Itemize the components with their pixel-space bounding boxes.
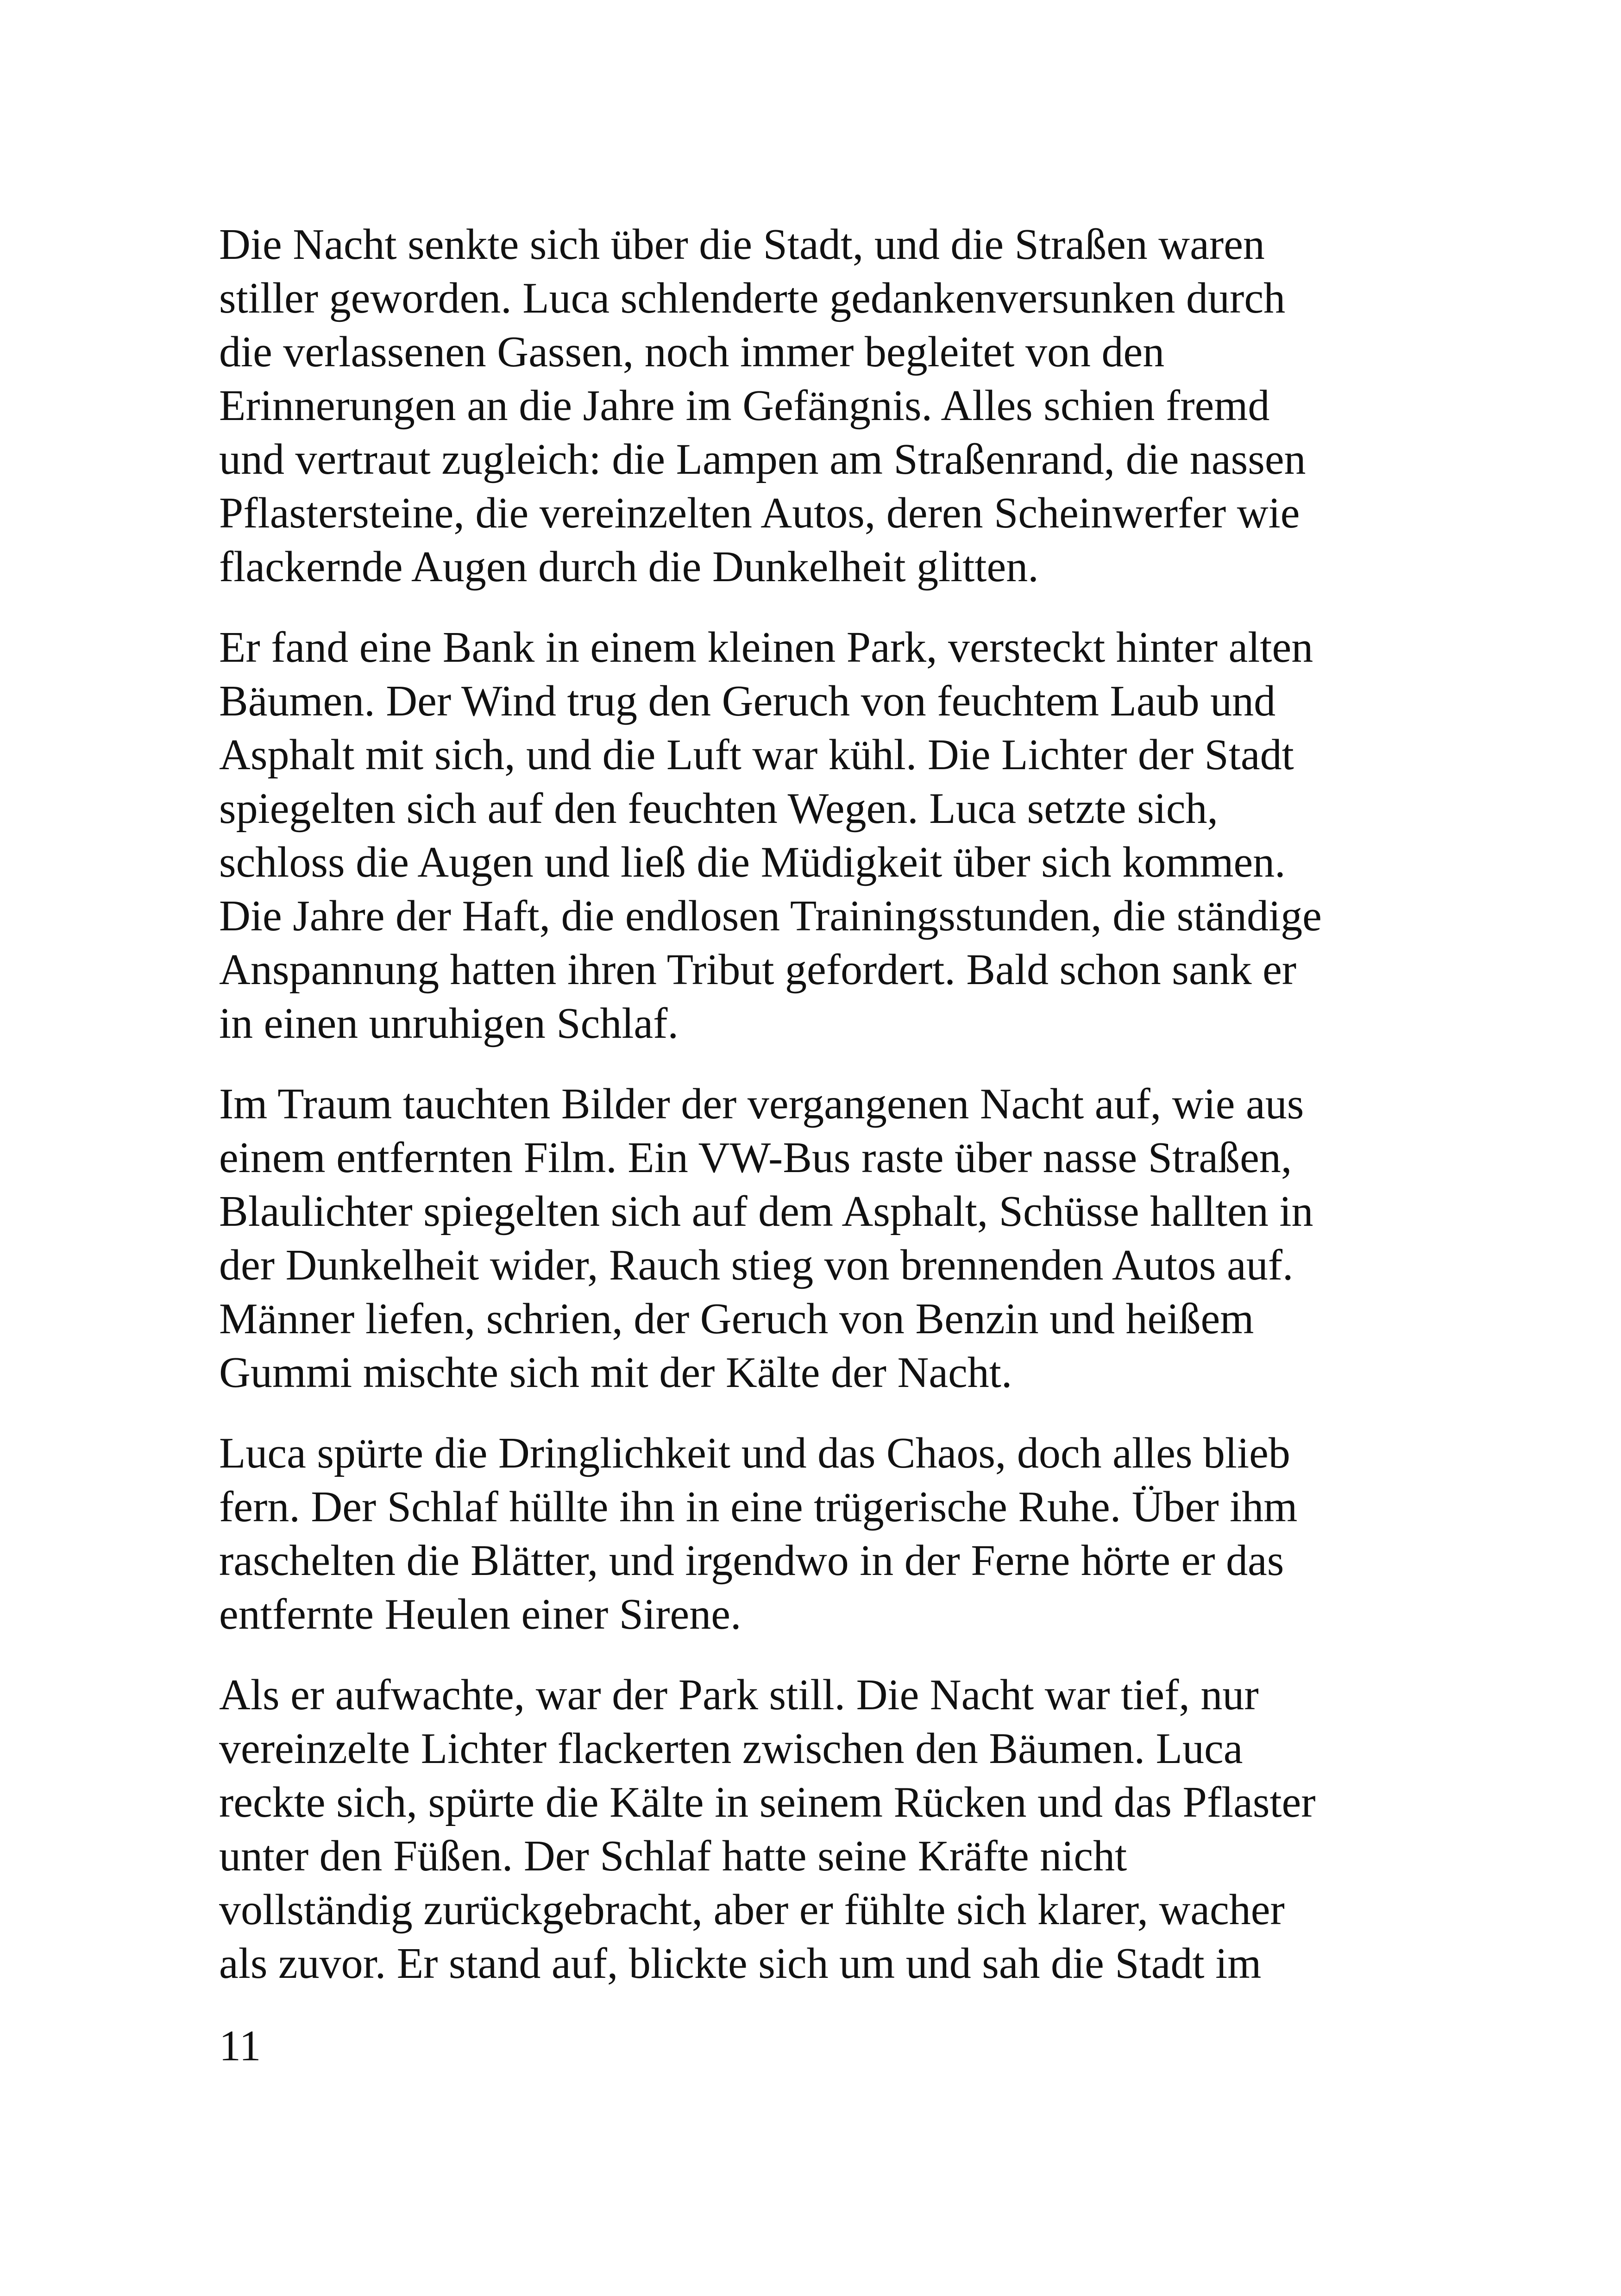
- text-line: die verlassenen Gassen, noch immer begleitet von den: [219, 328, 1165, 376]
- text-line: spiegelten sich auf den feuchten Wegen. Luca setzte sich,: [219, 784, 1219, 833]
- body-text: [219, 218, 1414, 2017]
- text-line: Die Jahre der Haft, die endlosen Trainingsstunden, die ständige: [219, 892, 1322, 940]
- text-line: vollständig zurückgebracht, aber er fühlte sich klarer, wacher: [219, 1886, 1285, 1934]
- paragraph-5: [219, 1668, 1414, 1990]
- page-number: 11: [219, 2022, 261, 2070]
- text-line: Erinnerungen an die Jahre im Gefängnis. Alles schien fremd: [219, 382, 1270, 430]
- paragraph-3: [219, 1077, 1414, 1399]
- text-line: Im Traum tauchten Bilder der vergangenen Nacht auf, wie aus: [219, 1080, 1304, 1128]
- text-line: Luca spürte die Dringlichkeit und das Chaos, doch alles blieb: [219, 1429, 1290, 1477]
- text-line: als zuvor. Er stand auf, blickte sich um und sah die Stadt im: [219, 1939, 1262, 1988]
- paragraph-4: [219, 1426, 1414, 1641]
- paragraph-2: [219, 621, 1414, 1050]
- text-line: schloss die Augen und ließ die Müdigkeit über sich kommen.: [219, 838, 1286, 886]
- text-line: raschelten die Blätter, und irgendwo in der Ferne hörte er das: [219, 1537, 1284, 1585]
- text-line: flackernde Augen durch die Dunkelheit glitten.: [219, 543, 1039, 591]
- text-line: Bäumen. Der Wind trug den Geruch von feuchtem Laub und: [219, 677, 1276, 725]
- text-line: Anspannung hatten ihren Tribut gefordert. Bald schon sank er: [219, 946, 1297, 994]
- text-line: Männer liefen, schrien, der Geruch von Benzin und heißem: [219, 1295, 1254, 1343]
- text-line: Blaulichter spiegelten sich auf dem Asphalt, Schüsse hallten in: [219, 1187, 1313, 1236]
- text-line: Die Nacht senkte sich über die Stadt, und die Straßen waren: [219, 220, 1265, 269]
- text-line: Er fand eine Bank in einem kleinen Park, versteckt hinter alten: [219, 623, 1313, 671]
- text-line: und vertraut zugleich: die Lampen am Straßenrand, die nassen: [219, 435, 1306, 483]
- text-line: entfernte Heulen einer Sirene.: [219, 1590, 741, 1638]
- text-line: fern. Der Schlaf hüllte ihn in eine trügerische Ruhe. Über ihm: [219, 1483, 1298, 1531]
- text-line: Asphalt mit sich, und die Luft war kühl. Die Lichter der Stadt: [219, 731, 1294, 779]
- paragraph-1: [219, 218, 1414, 594]
- text-line: reckte sich, spürte die Kälte in seinem Rücken und das Pflaster: [219, 1778, 1316, 1826]
- text-line: in einen unruhigen Schlaf.: [219, 999, 679, 1048]
- text-line: Pflastersteine, die vereinzelten Autos, deren Scheinwerfer wie: [219, 489, 1300, 537]
- text-line: der Dunkelheit wider, Rauch stieg von brennenden Autos auf.: [219, 1241, 1294, 1289]
- text-line: Als er aufwachte, war der Park still. Die Nacht war tief, nur: [219, 1671, 1259, 1719]
- text-line: Gummi mischte sich mit der Kälte der Nacht.: [219, 1349, 1012, 1397]
- text-line: vereinzelte Lichter flackerten zwischen den Bäumen. Luca: [219, 1725, 1243, 1773]
- text-line: unter den Füßen. Der Schlaf hatte seine Kräfte nicht: [219, 1832, 1127, 1880]
- text-line: einem entfernten Film. Ein VW-Bus raste über nasse Straßen,: [219, 1134, 1292, 1182]
- text-line: stiller geworden. Luca schlenderte gedankenversunken durch: [219, 274, 1286, 322]
